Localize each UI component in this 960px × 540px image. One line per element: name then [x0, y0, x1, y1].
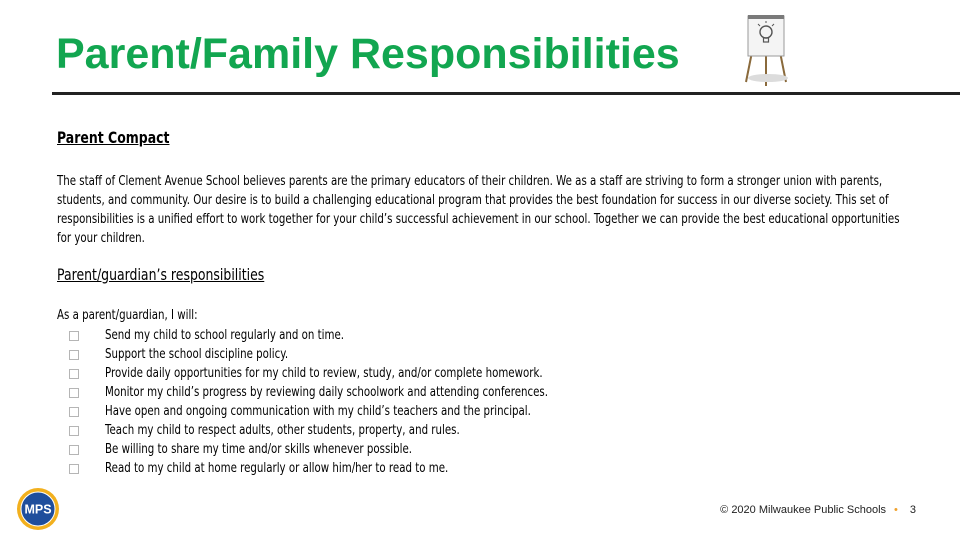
checkbox-bullet-icon	[69, 426, 79, 436]
checkbox-bullet-icon	[69, 407, 79, 417]
slide-footer	[720, 504, 916, 516]
page-number: 3	[909, 504, 916, 516]
flipchart-lightbulb-icon	[738, 12, 794, 88]
checkbox-bullet-icon	[69, 331, 79, 341]
checkbox-bullet-icon	[69, 464, 79, 474]
checkbox-bullet-icon	[69, 388, 79, 398]
title-divider	[52, 92, 960, 95]
checkbox-bullet-icon	[69, 445, 79, 455]
slide-body: Parent Compact The staff of Clement Avenue School believes parents are the primary educators of their children. We as a staff are striving to form a stronger union with parents, students, and community. Our desire is to build a challenging educational program that provides the best foundation for success in our diverse society. This set of responsibilities is a unified effort to work together for your child’s successful achievement in our school. Together we can provide the best educational opportunities for your children. Parent/guardian’s responsibilities As a parent/guardian, I will: Send my child to school regularly and on time. Support the school discipline policy. Provide daily opportunities for my child to review, study, and/or complete homework. Monitor my child’s progress by reviewing daily schoolwork and attending conferences. Have open and ongoing communication with my child’s teachers and the principal. Teach my child to respect adults, other students, property, and rules. Be willing to share my time and/or skills whenever possible. Read to my child at home regularly or allow him/her to read to me.	[57, 128, 927, 147]
slide-title: Parent/Family Responsibilities	[56, 30, 680, 78]
mps-logo-text: MPS	[24, 502, 52, 517]
responsibilities-subheading: Parent/guardian’s responsibilities	[57, 265, 265, 284]
mps-logo	[16, 487, 60, 531]
compact-paragraph: The staff of Clement Avenue School believes parents are the primary educators of their children. We as a staff are striving to form a stronger union with parents, students, and community. Our desire is to build a challenging educational program that provides the best foundation for success in our diverse society. This set of responsibilities is a unified effort to work together for your child’s successful achievement in our school. Together we can provide the best educational opportunities for your children.	[57, 173, 900, 246]
list-intro: As a parent/guardian, I will:	[57, 307, 198, 323]
footer-separator: •	[894, 504, 898, 516]
copyright-text: © 2020 Milwaukee Public Schools	[720, 504, 887, 516]
checkbox-bullet-icon	[69, 350, 79, 360]
section-heading: Parent Compact	[57, 128, 170, 147]
checkbox-bullet-icon	[69, 369, 79, 379]
